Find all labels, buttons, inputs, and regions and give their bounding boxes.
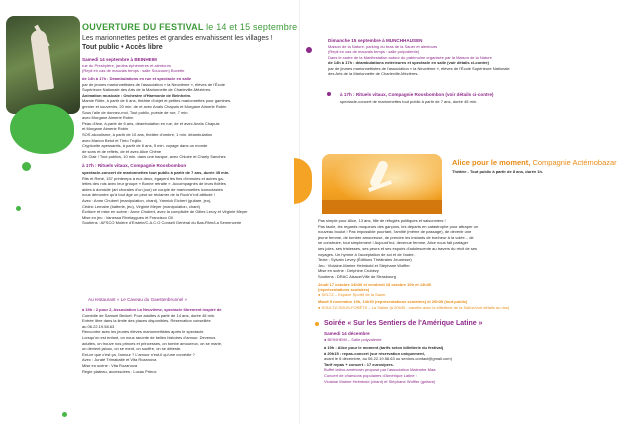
- festival-title: [82, 22, 297, 32]
- text-line: Cédric Lemaire (batterie, jeu), Virginie Meyer (manipulation, chant): [82, 203, 200, 209]
- text-line: ses joies, ses tristesses, ses peurs et ses espoirs d'adolescente au travers du récit de ses: [318, 245, 478, 251]
- purple-dot-decoration: [327, 92, 331, 96]
- alice-photo: [322, 154, 442, 214]
- text-line: on devient jaloux, on se ment, on souffre, on se déteste.: [82, 346, 182, 352]
- text-line: Pas simple pour Alice, 13 ans, fille de réfugiés politiques et saisonniers !: [318, 218, 446, 223]
- ground: [322, 200, 442, 214]
- green-dot-decoration: [16, 206, 21, 211]
- text-line: à 20h15 : repas-concert (sur réservation uniquement,: [324, 350, 425, 356]
- section-head-beinheim: Samedi 14 septembre à BEINHEIM: [82, 57, 157, 62]
- section-head-rituels: à 17h : Rituels vitaux, Compagnie Roosbombon: [82, 163, 187, 168]
- alice-description: [318, 218, 596, 280]
- text-line: des Arts de la Marionnette de Charleville-Mézières.: [328, 71, 419, 77]
- text-line: aides à domicile (art chorales d'un jour) ce couple de marionnettes iconoclastes: [82, 186, 223, 192]
- soiree-date: Samedi 14 décembre: [324, 331, 370, 336]
- text-line: de sons et de reflets, de et avec Alice Chêne: [82, 148, 162, 154]
- alice-title: [452, 158, 617, 167]
- text-line: par de jeunes marionnettistes de l'association « la Neuvième », élèves de l'École: [82, 81, 225, 87]
- green-dot-decoration: [22, 162, 31, 171]
- text-line: Peau d'âne, à partir de 6 ans, déambulation en rue, de et avec Anaïs Chapuis: [82, 120, 220, 126]
- section-head-caveau: Au restaurant « Le Caveau du Gaestenbrunnel »: [88, 297, 188, 302]
- rituels-desc: spectacle-concert de marionnettes tout public à partir de 7 ans, durée 45 min.: [340, 99, 478, 104]
- text-line: Mise en jeu : Vanessa Rivelaygues et Francisco Gil: [82, 214, 173, 220]
- text-line: Mamie Rötie, à partir de 6 ans, théâtre d'objet et petites marionnettes pour gamines,: [82, 98, 232, 104]
- section-place: rue du Presbytère, jardins éphémères et alentours: [82, 63, 171, 68]
- text-line: Écriture et mise en scène : Anne Chubert, avec la complicité de Gilles Leroy et Virginie Meyer: [82, 209, 248, 215]
- text-line: avec Marion Belot et Théo Trujillo: [82, 137, 142, 143]
- green-blob-decoration: [10, 104, 74, 154]
- alice-subtitle: Théâtre - Tout public à partir de 8 ans, durée 1h.: [452, 169, 544, 174]
- alice-title-main: Alice pour le moment,: [452, 158, 531, 167]
- text-line: adultes, on trouve nos princes et princesses, on tombe amoureux, on se marie,: [82, 340, 223, 346]
- festival-title-main: OUVERTURE DU FESTIVAL: [82, 22, 204, 32]
- text-line: jeune femme, de tomber amoureuse, de prendre les instants de bonheur à la volée... de: [318, 234, 474, 240]
- text-line: Buffet latino-américain proposé par l'association Malembe Maa: [324, 367, 436, 373]
- alice-dates-1: Jeudi 17 octobre 14h30 et vendredi 18 octobre 10h et 14h30: [318, 282, 432, 287]
- soiree-title: Soirée « Sur les Sentiers de l'Amérique Latine »: [324, 320, 483, 327]
- text-line: Animation musicale : Orchestre d'Harmonie de Beinheim.: [82, 92, 192, 98]
- text-line: Violaine Marine Helmbold (chant) et Stéphane Woffler (guitare): [324, 378, 436, 384]
- festival-photo: [6, 16, 80, 114]
- text-line: Mise en scène : Delphine Crubézy: [318, 268, 379, 274]
- text-line: de 14h à 17h : déambulations extérieures et spectacle en salle (voir détails ci-contre): [328, 60, 489, 66]
- festival-access: Tout public • Accès libre: [82, 44, 163, 51]
- text-line: à 19h : 2 pour 2, Association La Neuvième, spectacle librement inspiré de: [82, 307, 222, 312]
- text-line: nouveau boulot ! Pas impossible pourtant, l'amitié (même de passage), de devenir une: [318, 229, 472, 235]
- alice-dates-1b: (représentations scolaires): [318, 287, 370, 292]
- text-line: avec Morgane Aimerie Robin: [82, 115, 134, 121]
- text-line: Sous l'aile de donnez-moi, Tout public, poésie de rue, 7 min.: [82, 109, 189, 115]
- alice-dates-2: Mardi 5 novembre 10h, 14h30 (représentations scolaires) et 20h30 (tout public): [318, 299, 468, 304]
- text-line: et Morgane Aimerie Robin: [82, 126, 129, 132]
- text-line: Rencontre avec les jeunes élèves marionnettistes après le spectacle.: [82, 329, 205, 335]
- text-line: Lorsqu'on est enfant, on nous raconte de belles histoires d'amour. Devenus: [82, 334, 216, 340]
- text-line: SOS alcoolisme, à partir de 10 ans, théâtre d'ombre, 1 min. déambulation: [82, 131, 213, 137]
- text-line: Cryptonite apessantis, à partir de 6 ans, 5 min. voyage dans un monde: [82, 143, 208, 149]
- text-line: Maison de la Nature, parking du bras de la Sauer et alentours: [328, 44, 438, 49]
- text-line: Entrée libre dans la limite des places disponibles. Réservation conseillée: [82, 318, 211, 324]
- text-line: Rits et René, 157 printemps à eux deux, égayent les fins d'ennuies et autres ga-: [82, 175, 224, 181]
- text-line: de 14h à 17h : Déambulations en rue et spectacle en salle: [82, 76, 192, 81]
- rituels-program: [82, 170, 296, 226]
- festival-subtitle: Les marionnettes petites et grandes envahissent les villages !: [82, 35, 273, 42]
- purple-dot-decoration: [306, 47, 312, 53]
- text-line: spectacle-concert de marionnettes tout public à partir de 7 ans, durée 45 min.: [82, 170, 230, 175]
- soiree-place: ● BEINHEIM – Salle polyvalente: [324, 337, 382, 342]
- munchhausen-program: [328, 44, 596, 76]
- section-head-munchhausen: Dimanche 15 septembre à MUNCHHAUSEN: [328, 38, 423, 43]
- text-line: Soutiens : AFSCO Molère d'Erstein/C.A.C.O Conseil Général du Bas-Rhin/La Semencerie: [82, 220, 242, 226]
- alice-company: Compagnie Actémobazar: [532, 158, 617, 167]
- text-line: grenier et souvenirs, 20 min. de et avec Anaïs Chapuis et Morgane Aimerie Robin: [82, 103, 227, 109]
- orange-dot-decoration: [315, 322, 319, 326]
- text-line: (Repli en cas de mauvais temps : salle polyvalente): [328, 49, 420, 55]
- text-line: se construire, tout simplement ! Aujourd'hui, devenue femme, Alice nous fait partager: [318, 240, 469, 246]
- text-line: Supérieure Nationale des Arts de la Marionnette de Charleville-Mézières.: [82, 87, 212, 93]
- text-line: Soutiens : DRAC Alsace/Ville de Strasbourg: [318, 273, 396, 279]
- text-line: lettes des rois avec leur groupe « Bonne retraite ». Accompagnés de leurs fidèles: [82, 181, 226, 187]
- section-head-rituels-2: à 17h : Rituels vitaux, Compagnie Roosbombon (voir détails ci-contre): [340, 92, 494, 97]
- text-line: Comédie de Samuel Becket. Pour adultes à partir de 14 ans, durée 45 min.: [82, 312, 216, 318]
- text-line: Pas facile, les regards moqueurs des garçons, les départs en catastrophe pour attraper un: [318, 223, 479, 229]
- text-line: nous démontre qu'à tout âge on peut se réclamer de la Rock'n'roll attitude !: [82, 192, 215, 198]
- text-line: Jeu : Violaine-Marine Helmbold et Stéphane Woffler: [318, 262, 410, 268]
- text-line: Avec : Anne Chubert (manipulation, chant), Yannick Eichert (guitare, jeu),: [82, 197, 212, 203]
- text-line: Tarif repas + concert : 17 euros/pers.: [324, 361, 394, 367]
- text-line: Est-ce que c'est ça, l'amour ? L'amour n'est-il qu'une comédie ?: [82, 351, 195, 357]
- text-line: Texte : Sylvain Levey (Éditions Théâtrales Jeunesse): [318, 257, 412, 263]
- green-dot-decoration: [62, 412, 67, 417]
- left-column: [0, 0, 300, 424]
- text-line: voyages. Un hymne à l'acceptation de soi et de l'autre.: [318, 251, 415, 257]
- caveau-program: [82, 307, 296, 374]
- alice-venue-1: ● SELTZ – Espace Sportif de la Sauer: [318, 292, 386, 297]
- beinheim-program: [82, 76, 296, 160]
- soiree-program: [324, 345, 594, 384]
- text-line: Avec : Juraté Trimakaité et Vita Rozanova: [82, 357, 157, 363]
- text-line: au 06.22.19.58.63: [82, 323, 115, 329]
- text-line: Concert de chansons populaires d'Amérique Latine :: [324, 372, 417, 378]
- text-line: Régie plateau, accessoires : Lucas Prieux: [82, 368, 157, 374]
- alice-venue-2: ● SOULTZ-SOUS-FORÊTS – La Saline (à 20h30 : navette avec la billetterie de la Saline/voir détails au dos): [318, 305, 510, 310]
- text-line: Dans le cadre de la Manifestation autour du patrimoine organisée par la Maison de la Nature: [328, 54, 492, 60]
- festival-title-date: le 14 et 15 septembre: [206, 22, 298, 32]
- text-line: Oh Clair ! Tout publics, 10 min. dans une barque, avec Chloée et Charly Sanchez: [82, 154, 226, 160]
- text-line: avant le 6 décembre, au 06.22.19.58.63 ou seniors.contact@gmail.com): [324, 356, 452, 362]
- text-line: Mise en scène : Vita Rozanova: [82, 362, 138, 368]
- text-line: par de jeunes marionnettistes de l'association « la Neuvième », élèves de l'École Supérieure Nationale: [328, 65, 510, 71]
- section-rain: (Repli en cas de mauvais temps : salle Soucoum) Buvette: [82, 68, 185, 73]
- text-line: à 19h : Alice pour le moment (tarifs selon billetterie du festival): [324, 345, 444, 350]
